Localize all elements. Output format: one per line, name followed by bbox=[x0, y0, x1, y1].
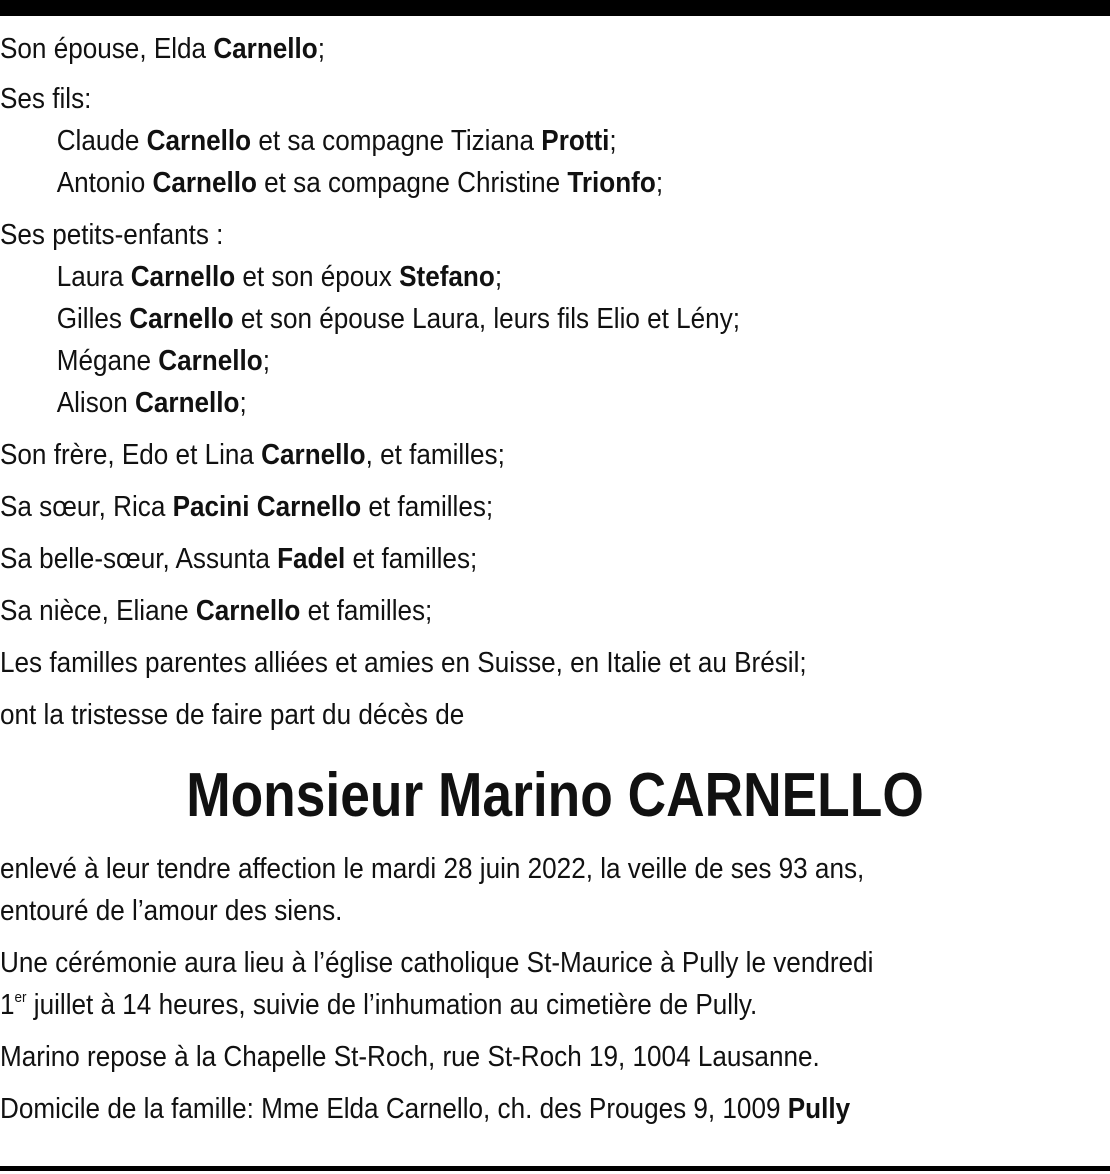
bottom-rule bbox=[0, 1166, 1110, 1171]
grandchild-line-alison: Alison Carnello; bbox=[56, 387, 247, 419]
niece-line: Sa nièce, Eliane Carnello et familles; bbox=[0, 595, 433, 627]
grandchild-line-gilles: Gilles Carnello et son épouse Laura, leurs fils Elio et Lény; bbox=[56, 303, 741, 335]
son-line-antonio: Antonio Carnello et sa compagne Christine Trionfo; bbox=[56, 167, 664, 199]
grandchild-line-laura: Laura Carnello et son époux Stefano; bbox=[56, 261, 503, 293]
domicile-line: Domicile de la famille: Mme Elda Carnello, ch. des Prouges 9, 1009 Pully bbox=[0, 1093, 851, 1125]
ceremony-line-1: Une cérémonie aura lieu à l’église catholique St-Maurice à Pully le vendredi bbox=[0, 947, 874, 979]
spouse-line bbox=[0, 28, 999, 70]
grandchild-line-megane: Mégane Carnello; bbox=[56, 345, 270, 377]
top-rule bbox=[0, 0, 1110, 16]
son-line-claude: Claude Carnello et sa compagne Tiziana Protti; bbox=[56, 125, 617, 157]
sister-in-law-line: Sa belle-sœur, Assunta Fadel et familles; bbox=[0, 543, 478, 575]
grandchildren-heading: Ses petits-enfants : bbox=[0, 219, 224, 251]
spouse-text: Son épouse, Elda bbox=[0, 33, 214, 65]
sister-line: Sa sœur, Rica Pacini Carnello et familles; bbox=[0, 491, 494, 523]
ceremony-line-2: 1er juillet à 14 heures, suivie de l’inhumation au cimetière de Pully. bbox=[0, 989, 758, 1021]
deceased-name: Monsieur Marino CARNELLO bbox=[186, 761, 924, 830]
death-line-1: enlevé à leur tendre affection le mardi 28 juin 2022, la veille de ses 93 ans, bbox=[0, 853, 865, 885]
sons-heading: Ses fils: bbox=[0, 83, 92, 115]
families-line: Les familles parentes alliées et amies en Suisse, en Italie et au Brésil; bbox=[0, 647, 807, 679]
rest-place-line: Marino repose à la Chapelle St-Roch, rue St-Roch 19, 1004 Lausanne. bbox=[0, 1041, 820, 1073]
brother-line: Son frère, Edo et Lina Carnello, et familles; bbox=[0, 439, 505, 471]
spouse-surname: Carnello bbox=[213, 33, 318, 65]
spouse-suffix: ; bbox=[317, 33, 325, 65]
death-line-2: entouré de l’amour des siens. bbox=[0, 895, 343, 927]
obituary-notice bbox=[0, 28, 1110, 1130]
announcement-line: ont la tristesse de faire part du décès de bbox=[0, 699, 465, 731]
